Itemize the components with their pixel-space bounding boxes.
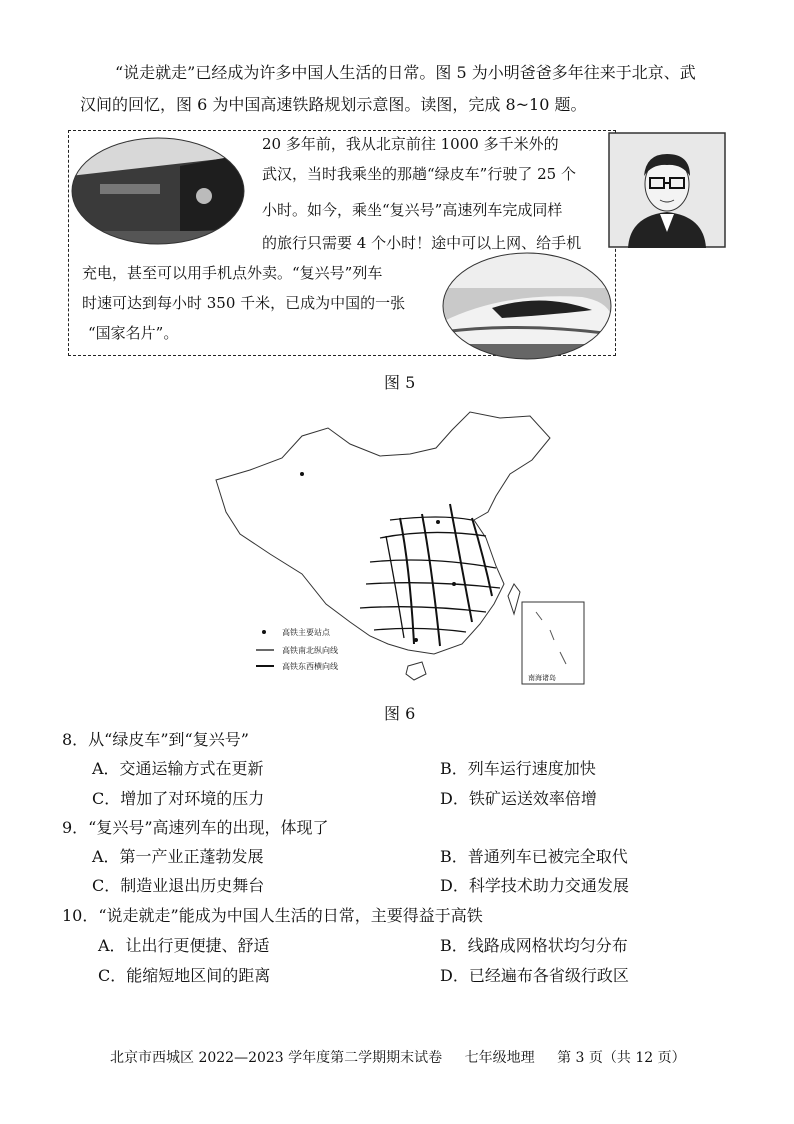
question-9-option-c[interactable]: C．制造业退出历史舞台 [92,876,265,895]
figure6-caption: 图 6 [384,704,416,723]
question-10-option-b[interactable]: B．线路成网格状均匀分布 [440,936,628,955]
fuxing-train-photo [442,252,612,360]
question-9-option-a[interactable]: A．第一产业正蓬勃发展 [92,847,264,866]
legend-ns-line: 高铁南北纵向线 [282,646,338,655]
dad-portrait [608,132,726,248]
china-rail-map [210,408,590,692]
story-line-5: 充电，甚至可以用手机点外卖。“复兴号”列车 [82,264,383,282]
question-9-stem: 9．“复兴号”高速列车的出现，体现了 [62,818,329,837]
story-line-7: “国家名片”。 [88,324,179,342]
story-line-6: 时速可达到每小时 350 千米，已成为中国的一张 [82,294,406,312]
question-10-option-a[interactable]: A．让出行更便捷、舒适 [98,936,270,955]
intro-line-2: 汉间的回忆，图 6 为中国高速铁路规划示意图。读图，完成 8~10 题。 [80,95,587,114]
question-10-option-d[interactable]: D．已经遍布各省级行政区 [440,966,629,985]
question-8-stem: 8．从“绿皮车”到“复兴号” [62,730,249,749]
china-outline [216,412,550,654]
legend-station: 高铁主要站点 [282,628,330,637]
question-9-option-d[interactable]: D．科学技术助力交通发展 [440,876,629,895]
story-line-1: 20 多年前，我从北京前往 1000 多千米外的 [262,135,559,153]
south-sea-label: 南海诸岛 [528,674,556,682]
page-footer [110,1047,704,1067]
old-green-train-photo [70,136,246,246]
question-10-option-c[interactable]: C．能缩短地区间的距离 [98,966,271,985]
legend-ew-line: 高铁东西横向线 [282,662,338,671]
figure5-caption: 图 5 [384,373,416,392]
footer-page-number: 第 3 页（共 12 页） [557,1050,686,1066]
story-line-2: 武汉，当时我乘坐的那趟“绿皮车”行驶了 25 个 [262,165,576,183]
question-8-option-c[interactable]: C．增加了对环境的压力 [92,789,265,808]
south-sea-inset [522,602,584,684]
story-line-4: 的旅行只需要 4 个小时！途中可以上网、给手机 [262,234,582,252]
question-8-option-a[interactable]: A．交通运输方式在更新 [92,759,264,778]
taiwan-island [508,584,520,614]
question-8-option-d[interactable]: D．铁矿运送效率倍增 [440,789,597,808]
footer-subject: 七年级地理 [464,1050,535,1066]
intro-line-1: “说走就走”已经成为许多中国人生活的日常。图 5 为小明爸爸多年往来于北京、武 [115,63,696,82]
question-8-option-b[interactable]: B．列车运行速度加快 [440,759,596,778]
question-9-option-b[interactable]: B．普通列车已被完全取代 [440,847,628,866]
story-line-3: 小时。如今，乘坐“复兴号”高速列车完成同样 [262,201,563,219]
hainan-island [406,662,426,680]
question-10-stem: 10．“说走就走”能成为中国人生活的日常，主要得益于高铁 [62,906,483,925]
footer-exam: 北京市西城区 2022—2023 学年度第二学期期末试卷 [110,1050,443,1066]
